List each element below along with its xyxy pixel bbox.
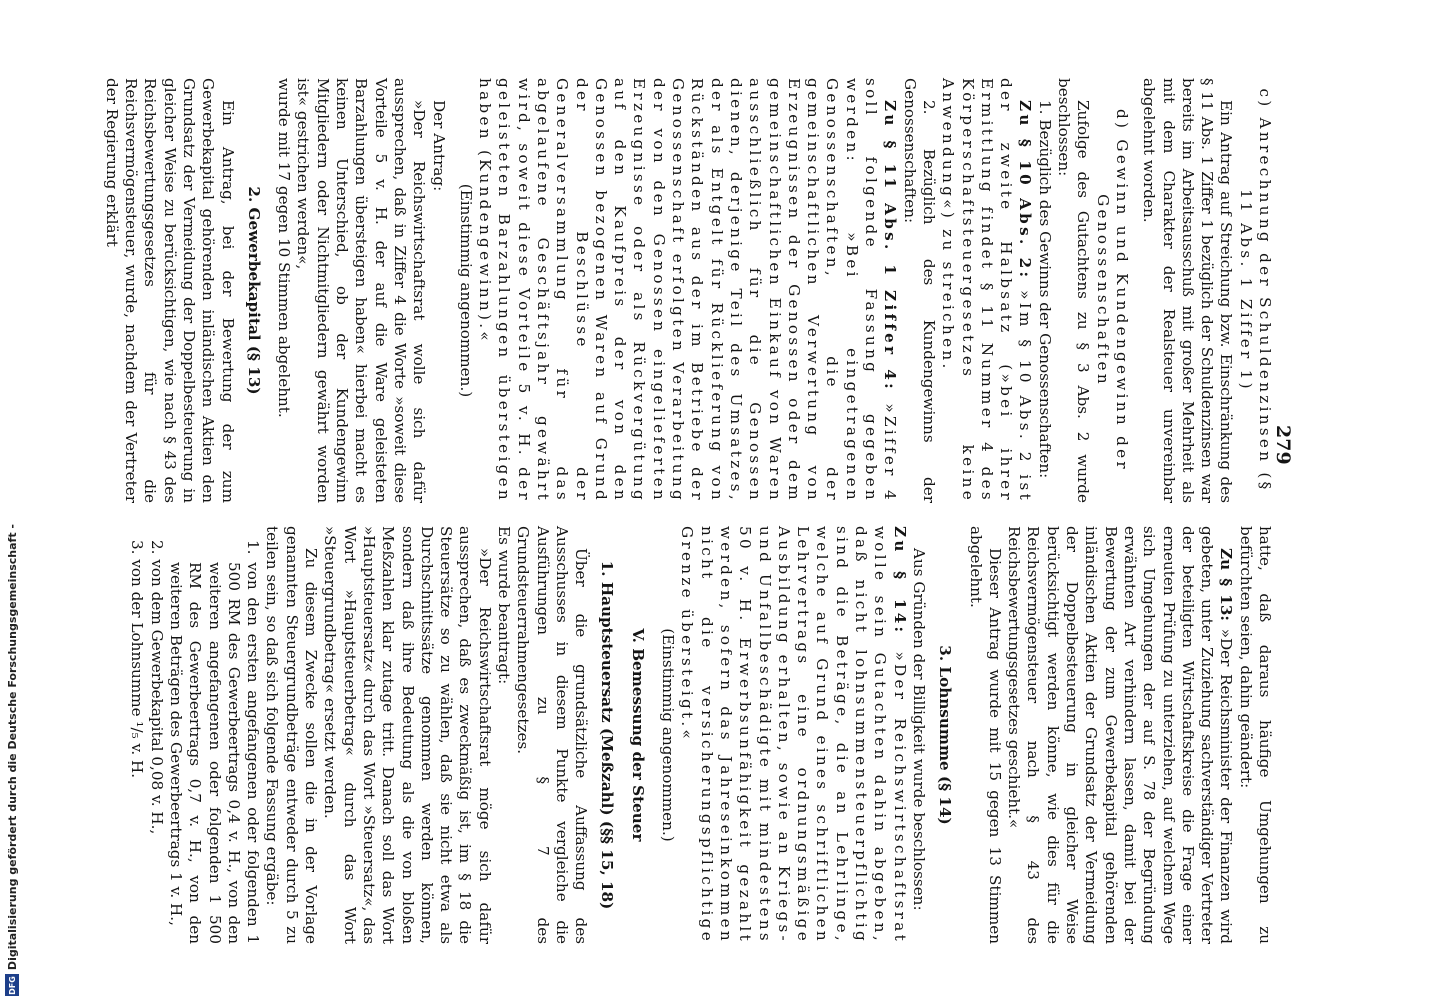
- item-1-lead: Zu § 10 Abs. 2:: [1016, 100, 1035, 281]
- zu-14-paragraph: [677, 526, 909, 944]
- section-3-heading: 3. Lohnsumme (§ 14): [936, 645, 955, 825]
- zu-14-text: »Der Reichswirtschaftsrat wolle sein Gutachten dahin abgeben, daß nicht lohnsummensteuerpflichtig sind die Beträge, die an Lehrlinge, welche auf Grund eines schriftlichen Lehrvertrags eine ordnungsmäßige Ausbildung erhalten, sowie an Kriegs- und Unfallbeschädigte mit mindestens 50 v. H. Erwerbsunfähigkeit gezahlt werden, sofern das Jahreseinkommen nicht die versicherungspflichtige Grenze übersteigt.«: [678, 526, 909, 944]
- zu-14-lead: Zu § 14:: [890, 526, 909, 636]
- zweck-body: Zu diesem Zwecke sollen die in der Vorlage genannten Steuergrundbeträge entweder durch 5 zu teilen sein, so daß sich folgende Fassung ergäbe:: [263, 526, 321, 944]
- antrag-result: wurde mit 17 gegen 10 Stimmen abgelehnt.: [275, 78, 294, 418]
- unanimous-note-2: (Einstimmig angenommen.): [659, 628, 678, 842]
- list-item: 3. von der Lohnsumme ¹/₅ v. H.: [128, 540, 147, 779]
- section-2-heading: 2. Gewerbekapital (§ 13): [244, 186, 263, 395]
- section-d-intro: Zufolge des Gutachtens zu § 3 Abs. 2 wurde beschlossen:: [1055, 78, 1093, 503]
- item-2-text: »Ziffer 4 soll folgende Fassung gegeben werden: »Bei eingetragenen Genossenschaften, die der gemeinschaftlichen Verwertung von Erzeugnissen der Genossen oder dem gemeinschaftlichen Einkauf von Waren ausschließlich für die Genossen dienen, derjenige Teil des Umsatzes, der als Entgelt für Rücklieferung von Rückständen aus der im Betriebe der Genossenschaft erfolgten Verarbeitung der von den Genossen eingelieferten Erzeugnisse oder als Rückvergütung auf den Kaufpreis der von den Genossen bezogenen Waren auf Grund der Beschlüsse der Generalversammlung für das abgelaufene Geschäftsjahr gewährt wird, soweit diese Vorteile 5 v. H. der geleisteten Barzahlungen übersteigen haben (Kundengewinn).«: [476, 78, 900, 503]
- right-column: [127, 526, 1274, 944]
- list-item: 1. von den ersten angefangenen oder folgenden 1 500 RM des Gewerbeertrags 0,4 v. H., von den weiteren angefangenen oder folgenden 1 500 RM des Gewerbeertrags 0,7 v. H., von den weiteren Beträgen des Gewerbeertrags 1 v. H.,: [166, 540, 263, 944]
- section-2-body: Ein Antrag, bei der Bewertung der zum Gewerbekapital gehörenden inländischen Aktien den Grundsatz der Vermeidung der Doppelbesteuerung in gleicher Weise zu berücksichtigen, wie nach § 43 des Reichsbewertungsgesetzes für die Reichsvermögensteuer, wurde, nachdem der Vertreter der Regierung erklärt: [102, 78, 237, 503]
- section-3-intro: Aus Gründen der Billigkeit wurde beschlossen:: [909, 548, 928, 911]
- zu-13-text: »Der Reichsminister der Finanzen wird gebeten, unter Zuziehung sachverständiger Vertreter der beteiligten Wirtschaftskreise die Frage einer erneuten Prüfung zu unterziehen, auf welchem Wege sich Umgehungen der auf S. 78 der Begründung erwähnten Art verhindern lassen, damit bei der Bewertung der zum Gewerbekapital gehörenden inländischen Aktien der Grundsatz der Vermeidung der Doppelbesteuerung in gleicher Weise berücksichtigt werden könne, wie dies für die Reichsvermögensteuer nach § 43 des Reichsbewertungsgesetzes geschieht.«: [1005, 526, 1236, 944]
- antrag-body: »Der Reichswirtschaftsrat wolle sich dafür aussprechen, daß in Ziffer 4 die Worte »soweit diese Vorteile 5 v. H. der auf die Ware geleisteten Barzahlungen übersteigen haben« hierbei macht es keinen Unterschied, ob der Kundengewinn Mitgliedern oder Nichtmitgliedern gewährt worden ist« gestrichen werden«,: [294, 78, 429, 503]
- footer-credit-text: Digitalisierung gefördert durch die Deutsche Forschungsgemeinschaft -: [5, 523, 19, 970]
- unanimous-note-1: (Einstimmig angenommen.): [456, 183, 475, 398]
- section-v-heading: V. Bemessung der Steuer: [628, 628, 647, 842]
- section-c-heading: c) Anrechnung der Schuldenzinsen (§ 11 Abs. 1 Ziffer 1): [1236, 88, 1274, 493]
- subsection-1-heading: 1. Hauptsteuersatz (Meßzahl) (§§ 15, 18): [598, 560, 617, 910]
- zu-13-result: Dieser Antrag wurde mit 15 gegen 13 Stimmen abgelehnt.: [966, 526, 1004, 944]
- beantragt-label: Es wurde beantragt:: [495, 526, 514, 685]
- page-number: 279: [1272, 425, 1294, 465]
- section-d-heading: d) Gewinn und Kundengewinn der Genossenschaften: [1093, 109, 1131, 472]
- antrag-label: Der Antrag:: [429, 100, 448, 192]
- item-2-lead: Zu § 11 Abs. 1 Ziffer 4:: [881, 100, 900, 393]
- digitization-footer: [3, 396, 21, 996]
- subsection-1-body: [513, 526, 590, 944]
- left-column: [101, 78, 1274, 503]
- item-1-body: [938, 78, 1034, 503]
- item-2-label: 2. Bezüglich des Kundengewinns der Genossenschaften:: [900, 78, 938, 503]
- item-1-label: 1. Bezüglich des Gewinns der Genossenschaften:: [1035, 100, 1054, 479]
- dfg-logo-text: DFG: [7, 975, 17, 995]
- beantragt-body: »Der Reichswirtschaftsrat möge sich dafür aussprechen, daß es zweckmäßig ist, im § 18 die Steuersätze so zu wählen, daß sie nicht etwa als Durchschnittssätze genommen werden können, sondern daß ihre Bedeutung als die von bloßen Meßzahlen klar zutage tritt. Danach soll das Wort »Hauptsteuersatz« durch das Wort »Steuersatz«, das Wort »Hauptsteuerbetrag« durch das Wort »Steuergrundbetrag« ersetzt werden.: [321, 526, 494, 944]
- zu-13-lead: Zu § 13:: [1217, 548, 1236, 622]
- item-1-text: »Im § 10 Abs. 2 ist der zweite Halbsatz (»bei ihrer Ermittlung findet § 11 Nummer 4 des Körperschaftsteuergesetzes keine Anwendung«) zu streichen.: [939, 78, 1035, 503]
- item-2-body: [475, 78, 900, 503]
- continuation-body: hatte, daß daraus häufige Umgehungen zu befürchten seien, dahin geändert:: [1236, 526, 1274, 944]
- zu-13-paragraph: [1004, 526, 1236, 944]
- subsection-1-text: Über die grundsätzliche Auffassung des Ausschusses in diesem Punkte vergleiche die Ausführungen zu § 7 des Grundsteuerrahmengesetzes.: [514, 526, 591, 944]
- dfg-logo: [5, 974, 19, 996]
- list-item: 2. von dem Gewerbekapital 0,08 v. H.,: [147, 540, 166, 835]
- section-c-body: Ein Antrag auf Streichung bzw. Einschränkung des § 11 Abs. 1 Ziffer 1 bezüglich der Schuldenzinsen war bereits im Arbeitsausschuß mit großer Mehrheit als mit dem Charakter der Realsteuer unvereinbar abgelehnt worden.: [1140, 78, 1236, 503]
